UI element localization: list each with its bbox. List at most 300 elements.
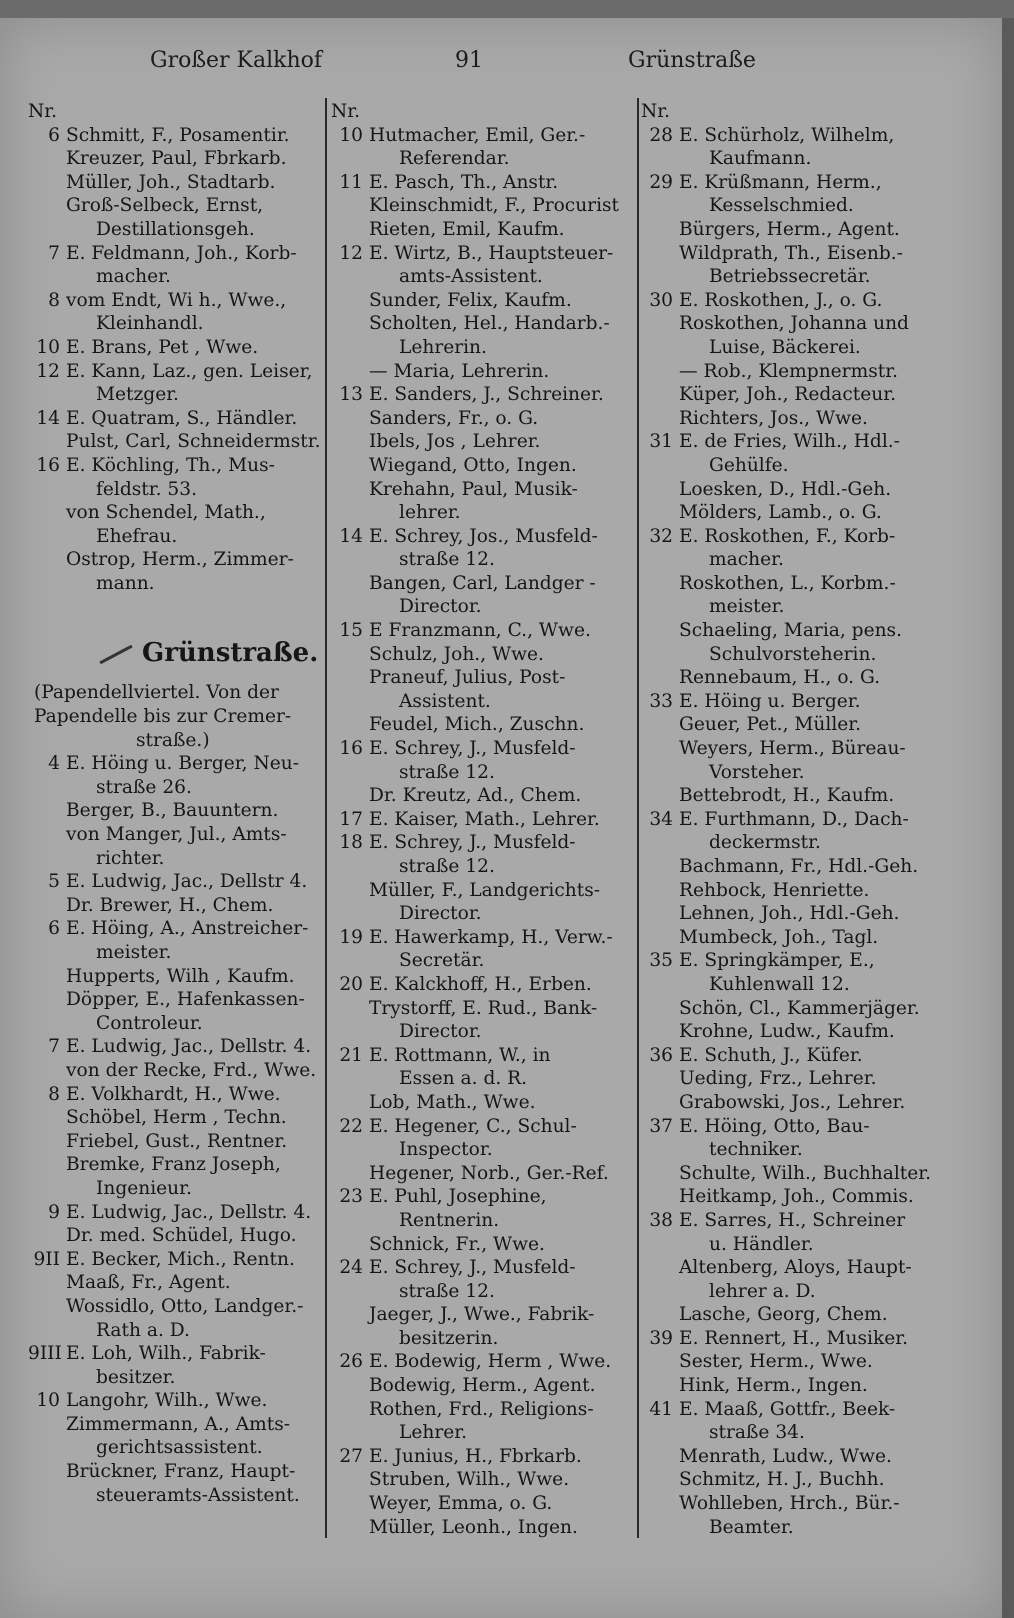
directory-entry-line [641,1398,941,1422]
directory-entry-line [331,997,633,1021]
directory-entry-line [331,194,633,218]
entry-text: Controleur. [96,1012,203,1034]
entry-text: Lob, Math., Wwe. [369,1091,536,1113]
directory-entry-line [331,902,633,926]
entry-text: Secretär. [399,950,485,972]
directory-entry-line [641,242,941,266]
directory-entry-line [28,171,320,195]
directory-entry-line [641,902,941,926]
house-number: 6 [48,918,60,940]
directory-entry-line [28,1436,320,1460]
entry-text: Wiegand, Otto, Ingen. [369,454,577,476]
directory-entry-line [28,1035,320,1059]
entry-text: Mölders, Lamb., o. G. [679,502,882,524]
directory-entry-line [641,430,941,454]
entry-text: E. Kann, Laz., gen. Leiser, [66,360,313,382]
entry-text: Wohlleben, Hrch., Bür.- [679,1493,900,1515]
directory-entry-line [28,894,320,918]
entry-text: E. de Fries, Wilh., Hdl.- [679,431,900,453]
entry-text: Sester, Herm., Wwe. [679,1351,873,1373]
house-number: 6 [48,124,60,146]
directory-entry-line [641,643,941,667]
directory-entry-line [28,799,320,823]
nr-label: Nr. [28,101,58,122]
house-number: 37 [649,1115,673,1137]
entry-text: E Franzmann, C., Wwe. [369,620,591,642]
entry-text: lehrer. [399,502,461,524]
house-number: 27 [339,1445,363,1467]
directory-entry-line [641,407,941,431]
house-number: 23 [339,1186,363,1208]
directory-entry-line [331,855,633,879]
directory-entry-line [641,1421,941,1445]
house-number: 26 [339,1351,363,1373]
entry-text: Müller, Leonh., Ingen. [369,1516,578,1538]
directory-entry-line [641,383,941,407]
house-number: 16 [339,738,363,760]
directory-entry-line [641,1091,941,1115]
directory-entry-line [641,218,941,242]
directory-entry-line [331,312,633,336]
entry-text: straße 12. [399,1280,495,1302]
entry-list [28,752,320,1507]
entry-text: mann. [96,572,155,594]
house-number: 12 [36,360,60,382]
entry-text: Pulst, Carl, Schneidermstr. [66,431,321,453]
section-note-line: Papendelle bis zur Cremer- [34,706,292,728]
entry-text: E. Loh, Wilh., Fabrik- [66,1343,266,1365]
entry-text: Grabowski, Jos., Lehrer. [679,1091,906,1113]
entry-text: Krohne, Ludw., Kaufm. [679,1021,895,1043]
entry-text: Heitkamp, Joh., Commis. [679,1186,914,1208]
entry-text: E. Höing u. Berger. [679,690,861,712]
directory-entry-line [331,478,633,502]
entry-text: Rothen, Frd., Religions- [369,1398,594,1420]
entry-text: E. Schrey, J., Musfeld- [369,738,576,760]
entry-text: E. Rottmann, W., in [369,1044,551,1066]
house-number: 24 [339,1257,363,1279]
entry-text: Wildprath, Th., Eisenb.- [679,242,903,264]
entry-text: E. Ludwig, Jac., Dellstr 4. [66,871,308,893]
directory-entry-line [28,1106,320,1130]
house-number: 32 [649,525,673,547]
directory-entry-line [641,690,941,714]
directory-entry-line [641,1516,941,1540]
entry-text: Schaeling, Maria, pens. [679,620,903,642]
entry-text: u. Händler. [709,1233,814,1255]
directory-entry-line [641,997,941,1021]
directory-entry-line [641,713,941,737]
directory-entry-line [28,312,320,336]
entry-text: straße 12. [399,549,495,571]
house-number: 41 [649,1398,673,1420]
entry-text: E. Maaß, Gottfr., Beek- [679,1398,896,1420]
entry-text: Maaß, Fr., Agent. [66,1272,231,1294]
entry-text: E. Becker, Mich., Rentn. [66,1248,295,1270]
directory-entry-line [331,949,633,973]
directory-entry-line [641,619,941,643]
entry-text: Bangen, Carl, Landger - [369,572,596,594]
entry-text: Döpper, E., Hafenkassen- [66,989,305,1011]
entry-text: Weyers, Herm., Büreau- [679,738,906,760]
directory-entry-line [331,973,633,997]
house-number: 17 [339,808,363,830]
entry-text: Krehahn, Paul, Musik- [369,478,578,500]
directory-entry-line [28,289,320,313]
directory-entry-line [641,1067,941,1091]
directory-entry-line [331,1044,633,1068]
entry-text: meister. [96,942,172,963]
entry-text: E. Roskothen, J., o. G. [679,289,883,311]
entry-text: E. Schrey, J., Musfeld- [369,832,576,854]
entry-text: Wossidlo, Otto, Landger.- [66,1295,304,1317]
directory-entry-line [641,360,941,384]
entry-text: richter. [96,847,165,869]
directory-entry-line [641,124,941,148]
entry-text: Bettebrodt, H., Kaufm. [679,785,895,807]
entry-text: Ueding, Frz., Lehrer. [679,1068,877,1090]
entry-text: Vorsteher. [709,761,805,783]
entry-text: Schön, Cl., Kammerjäger. [679,997,920,1019]
entry-text: Director. [399,596,482,618]
directory-entry-line [331,242,633,266]
directory-entry-line [28,1271,320,1295]
entry-text: Schulz, Joh., Wwe. [369,643,544,665]
directory-entry-line [331,1256,633,1280]
directory-entry-line [331,1468,633,1492]
entry-text: E. Schürholz, Wilhelm, [679,124,895,146]
entry-text: Roskothen, Johanna und [679,313,909,335]
entry-text: amts-Assistent. [399,266,543,288]
directory-entry-line [331,831,633,855]
column-3 [641,100,941,1539]
directory-entry-line [641,1209,941,1233]
directory-entry-line [28,1201,320,1225]
directory-entry-line [331,430,633,454]
entry-text: E. Höing, A., Anstreicher- [66,918,309,940]
directory-entry-line [331,1115,633,1139]
directory-entry-line [28,1460,320,1484]
entry-text: Menrath, Ludw., Wwe. [679,1445,892,1467]
directory-entry-line [331,525,633,549]
entry-text: E. Schrey, Jos., Musfeld- [369,525,598,547]
entry-text: E. Quatram, S., Händler. [66,407,298,429]
directory-entry-line [641,525,941,549]
directory-entry-line [641,312,941,336]
directory-entry-line [331,360,633,384]
page-edge [1002,18,1014,1618]
directory-entry-line [28,847,320,871]
entry-text: Kesselschmied. [709,195,854,217]
directory-entry-line [331,595,633,619]
directory-entry-line [28,407,320,431]
entry-text: Dr. Brewer, H., Chem. [66,894,274,916]
house-number: 14 [36,407,60,429]
entry-text: E. Bodewig, Herm , Wwe. [369,1351,612,1373]
house-number: 18 [339,832,363,854]
entry-text: Gehülfe. [709,454,789,476]
entry-text: E. Roskothen, F., Korb- [679,525,896,547]
entry-text: Ibels, Jos , Lehrer. [369,431,541,453]
directory-entry-line [641,1280,941,1304]
entry-text: Ingenieur. [96,1177,192,1199]
entry-text: Zimmermann, A., Amts- [66,1413,291,1435]
entry-text: Schulvorsteherin. [709,643,877,665]
entry-text: E. Sanders, J., Schreiner. [369,384,604,406]
entry-text: Friebel, Gust., Rentner. [66,1130,288,1152]
section-title-text: Grünstraße. [142,638,319,669]
house-number: 39 [649,1327,673,1349]
entry-text: besitzer. [96,1366,176,1388]
directory-entry-line [28,917,320,941]
directory-entry-line [331,1374,633,1398]
house-number: 15 [339,620,363,642]
entry-text: Kleinschmidt, F., Procurist [369,195,620,217]
house-number: 20 [339,973,363,995]
directory-entry-line [28,194,320,218]
entry-text: Scholten, Hel., Handarb.- [369,313,610,335]
entry-text: Bodewig, Herm., Agent. [369,1375,596,1397]
directory-entry-line [331,265,633,289]
entry-text: Metzger. [96,384,179,406]
house-number: 4 [48,753,60,775]
entry-text: E. Schrey, J., Musfeld- [369,1257,576,1279]
directory-entry-line [641,478,941,502]
entry-text: Lehrer. [399,1422,467,1444]
directory-entry-line [331,926,633,950]
house-number: 33 [649,690,673,712]
directory-entry-line [331,1091,633,1115]
entry-text: Altenberg, Aloys, Haupt- [679,1257,912,1279]
entry-text: Rehbock, Henriette. [679,879,870,901]
directory-entry-line [28,1319,320,1343]
directory-entry-line [28,1224,320,1248]
directory-entry-line [28,430,320,454]
directory-entry-line [28,454,320,478]
entry-text: E. Pasch, Th., Anstr. [369,171,559,193]
section-title [28,631,320,675]
directory-entry-line [28,478,320,502]
directory-entry-line [331,1350,633,1374]
house-number: 10 [36,336,60,358]
house-number: 29 [649,171,673,193]
house-number: 9 [48,1201,60,1223]
directory-entry-line [331,1209,633,1233]
entry-text: lehrer a. D. [709,1280,816,1302]
directory-entry-line [641,595,941,619]
entry-list [28,124,320,596]
entry-text: feldstr. 53. [96,478,197,500]
directory-entry-line [28,218,320,242]
entry-text: Weyer, Emma, o. G. [369,1493,553,1515]
house-number: 10 [36,1390,60,1412]
directory-entry-line [28,752,320,776]
directory-entry-line [641,973,941,997]
directory-page [0,18,1002,1618]
entry-text: Schnick, Fr., Wwe. [369,1233,545,1255]
directory-entry-line [331,1067,633,1091]
directory-entry-line [641,784,941,808]
house-number: 36 [649,1044,673,1066]
section-note-line: straße.) [136,729,210,751]
entry-text: Müller, Joh., Stadtarb. [66,171,276,193]
entry-text: E. Feldmann, Joh., Korb- [66,242,297,264]
directory-entry-line [331,454,633,478]
entry-text: E. Kalckhoff, H., Erben. [369,973,592,995]
directory-entry-line [641,265,941,289]
entry-text: Ehefrau. [96,525,178,547]
entry-text: Loesken, D., Hdl.-Geh. [679,478,892,500]
house-number: 13 [339,384,363,406]
column-divider [637,98,639,1538]
directory-entry-line [331,1445,633,1469]
directory-entry-line [641,1468,941,1492]
house-number: 11 [339,171,363,193]
directory-entry-line [331,218,633,242]
entry-text: Sunder, Felix, Kaufm. [369,289,572,311]
entry-text: Assistent. [399,690,491,712]
entry-text: straße 12. [399,856,495,877]
house-number: 10 [339,124,363,146]
house-number: 8 [48,1083,60,1105]
house-number: 38 [649,1209,673,1231]
column-1 [28,100,320,1507]
directory-entry-line [331,407,633,431]
entry-text: E. Ludwig, Jac., Dellstr. 4. [66,1036,312,1058]
directory-entry-line [641,1020,941,1044]
directory-entry-line [641,1445,941,1469]
entry-text: Bürgers, Herm., Agent. [679,218,900,240]
entry-text: meister. [709,596,785,618]
directory-entry-line [28,965,320,989]
directory-entry-line [641,194,941,218]
directory-entry-line [641,855,941,879]
directory-entry-line [331,1398,633,1422]
directory-entry-line [641,1233,941,1257]
directory-entry-line [331,713,633,737]
page-header-right: Grünstraße [628,48,756,73]
entry-text: Referendar. [399,148,510,170]
directory-entry-line [331,1516,633,1540]
entry-text: Kaufmann. [709,148,812,170]
entry-text: Inspector. [399,1139,493,1161]
directory-entry-line [641,1303,941,1327]
directory-entry-line [331,548,633,572]
entry-text: besitzerin. [399,1327,499,1349]
entry-text: Schöbel, Herm , Techn. [66,1107,287,1129]
directory-entry-line [331,1233,633,1257]
entry-text: macher. [709,549,784,571]
directory-entry-line [641,1374,941,1398]
directory-entry-line [28,941,320,965]
directory-entry-line [28,1484,320,1508]
directory-entry-line [28,525,320,549]
directory-entry-line [641,761,941,785]
entry-text: — Maria, Lehrerin. [369,360,550,382]
entry-text: E. Junius, H., Fbrkarb. [369,1445,582,1467]
entry-text: Schulte, Wilh., Buchhalter. [679,1162,931,1184]
directory-entry-line [641,1162,941,1186]
directory-entry-line [641,926,941,950]
entry-text: Dr. med. Schüdel, Hugo. [66,1225,297,1247]
directory-entry-line [331,1327,633,1351]
entry-text: E. Rennert, H., Musiker. [679,1327,909,1349]
entry-text: Mumbeck, Joh., Tagl. [679,926,879,948]
entry-text: Director. [399,1021,482,1043]
pencil-mark-icon [99,645,132,665]
house-number: 16 [36,454,60,476]
directory-entry-line [331,666,633,690]
directory-entry-line [28,1248,320,1272]
entry-text: E. Ludwig, Jac., Dellstr. 4. [66,1201,312,1223]
house-number: 7 [48,1036,60,1058]
entry-text: Schmitt, F., Posamentir. [66,124,290,146]
entry-text: E. Höing u. Berger, Neu- [66,753,299,775]
directory-entry-line [28,1130,320,1154]
directory-entry-line [331,383,633,407]
directory-entry-line [28,1342,320,1366]
entry-text: Richters, Jos., Wwe. [679,407,868,429]
directory-entry-line [28,548,320,572]
nr-label: Nr. [641,101,671,122]
directory-entry-line [28,383,320,407]
directory-entry-line [331,619,633,643]
directory-entry-line [331,1421,633,1445]
nr-label: Nr. [331,101,361,122]
directory-entry-line [641,949,941,973]
entry-text: Hegener, Norb., Ger.-Ref. [369,1162,609,1184]
directory-entry-line [28,360,320,384]
house-number: 21 [339,1044,363,1066]
entry-text: von der Recke, Frd., Wwe. [66,1059,317,1081]
directory-entry-line [331,336,633,360]
house-number: 5 [48,871,60,893]
entry-text: E. Springkämper, E., [679,950,875,972]
directory-entry-line [28,1389,320,1413]
entry-text: Brückner, Franz, Haupt- [66,1461,296,1483]
directory-entry-line [331,784,633,808]
entry-text: E. Krüßmann, Herm., [679,171,882,193]
entry-text: Kuhlenwall 12. [709,973,850,995]
house-number: 14 [339,525,363,547]
directory-entry-line [28,988,320,1012]
entry-text: Betriebssecretär. [709,266,871,288]
directory-entry-line [28,1366,320,1390]
directory-entry-line [28,823,320,847]
entry-text: Lasche, Georg, Chem. [679,1304,888,1326]
entry-text: Kreuzer, Paul, Fbrkarb. [66,148,287,170]
entry-text: Rennebaum, H., o. G. [679,667,881,689]
entry-text: Hupperts, Wilh , Kaufm. [66,965,295,987]
entry-text: deckermstr. [709,832,821,854]
house-number: 31 [649,431,673,453]
directory-entry-line [641,289,941,313]
directory-entry-line [331,1138,633,1162]
directory-entry-line [28,501,320,525]
entry-text: straße 12. [399,761,495,783]
directory-entry-line [331,147,633,171]
directory-entry-line [641,501,941,525]
directory-entry-line [28,1012,320,1036]
entry-text: straße 26. [96,776,192,798]
entry-text: E. Hegener, C., Schul- [369,1115,577,1137]
entry-text: Director. [399,903,482,925]
entry-text: Essen a. d. R. [399,1068,528,1090]
entry-text: E. Höing, Otto, Bau- [679,1115,870,1137]
directory-entry-line [28,1153,320,1177]
entry-text: Lehnen, Joh., Hdl.-Geh. [679,903,900,925]
directory-entry-line [331,1303,633,1327]
